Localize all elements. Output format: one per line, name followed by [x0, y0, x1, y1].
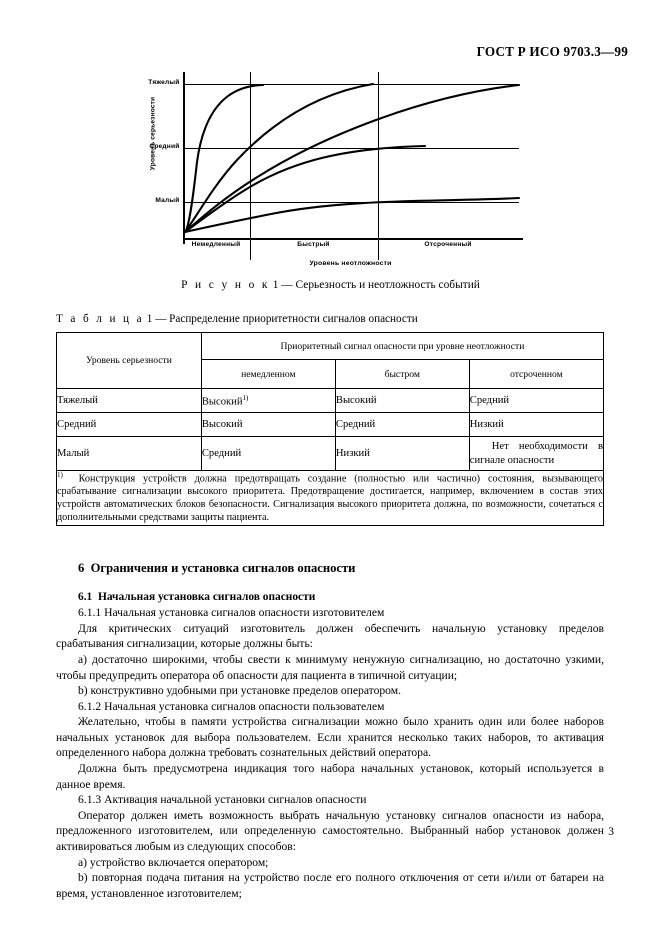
clause-6-1-3-heading: 6.1.3 Активация начальной установки сигналов опасности	[78, 793, 367, 807]
cell-delayed-2: Низкий	[469, 413, 603, 437]
figure-caption-text: Серьезность и неотложность событий	[295, 279, 480, 291]
cell-prompt-1: Высокий	[335, 389, 469, 413]
table-header-severity: Уровень серьезности	[57, 333, 202, 389]
clause-6-1-2-body-2: Должна быть предусмотрена индикация того набора начальных установок, который используется в данное время.	[56, 762, 604, 791]
table-title-text: Распределение приоритетности сигналов опасности	[169, 313, 418, 325]
curve-2	[185, 84, 373, 232]
table-subheader-prompt: быстром	[335, 360, 469, 389]
cell-immediate-2: Высокий	[201, 413, 335, 437]
subsection-title: Начальная установка сигналов опасности	[97, 590, 316, 603]
cell-delayed-3-text: Нет необходимости в сигнале опасности	[469, 441, 603, 466]
zone-label-immediate: Немедленный	[191, 241, 241, 248]
clause-6-1-3-item-a: a) устройство включается оператором;	[78, 855, 269, 869]
cell-severity-1: Тяжелый	[57, 389, 202, 413]
chart-curves	[183, 78, 519, 244]
chart-severity-urgency	[131, 78, 531, 274]
cell-prompt-3: Низкий	[335, 437, 469, 471]
standard-designation: ГОСТ Р ИСО 9703.3—99	[476, 44, 628, 59]
curve-3	[185, 85, 519, 232]
table-title	[56, 313, 418, 325]
clause-6-1-2-body-1: Желательно, чтобы в памяти устройства сигнализации можно было хранить один или более наборов начальных установок для выбора пользователем. Если хранится несколько таких наборов, то активация определенного набора должна требовать сознательных действий оператора.	[56, 715, 604, 760]
clause-6-1-3-body: Оператор должен иметь возможность выбрать начальную установку сигналов опасности из набора, предложенного изготовителем, или определенную самостоятельно. Выбранный набор установок должен активироваться любым из следующих способов:	[56, 808, 604, 853]
ytick-label-low: Малый	[155, 197, 180, 204]
cell-severity-2: Средний	[57, 413, 202, 437]
table-subheader-immediate: немедленном	[201, 360, 335, 389]
clause-6-1-1-body: Для критических ситуаций изготовитель должен обеспечить начальную установку пределов срабатывания сигнализации, которые должны быть:	[56, 621, 604, 651]
document-body	[56, 560, 604, 901]
table-footnote-row	[57, 471, 604, 526]
clause-6-1-2-heading: 6.1.2 Начальная установка сигналов опасности пользователем	[78, 699, 385, 713]
section-heading	[56, 560, 604, 577]
curve-1	[185, 85, 263, 232]
figure-caption	[0, 279, 661, 291]
clause-6-1-1-item-b: b) конструктивно удобными при установке пределов оператором.	[78, 684, 401, 698]
chart-y-axis-title: Уровень серьезности	[149, 96, 156, 171]
table-header-row-1	[57, 333, 604, 360]
ytick-label-severe: Тяжелый	[148, 79, 180, 86]
figure-caption-dash: —	[281, 279, 293, 291]
cell-delayed-3	[469, 437, 603, 471]
footnote-text: Конструкция устройств должна предотвращать создание (полностью или частично) состояния, вызывающего срабатывание сигнализации высокого приоритета. Предотвращение достигается, например, включением в состав этих устройств автоматических блоков безопасности. Сигнализация высокого приоритета должна, по возможности, сочетаться с дополнительными средствами защиты пациента.	[57, 473, 603, 523]
table-row	[57, 437, 604, 471]
curve-4	[185, 146, 425, 232]
cell-delayed-1: Средний	[469, 389, 603, 413]
cell-immediate-3: Средний	[201, 437, 335, 471]
table-footnote	[57, 471, 604, 526]
chart-zone-band	[183, 238, 519, 256]
cell-immediate-1	[201, 389, 335, 413]
clause-6-1-1-item-a: a) достаточно широкими, чтобы свести к минимуму ненужную сигнализацию, но достаточно узкими, чтобы предупредить оператора об опасности для пациента в типичной ситуации;	[56, 653, 604, 682]
subsection-heading	[56, 590, 604, 605]
table-title-number: 1	[146, 313, 153, 325]
section-title: Ограничения и установка сигналов опасности	[90, 561, 356, 575]
figure-1	[0, 78, 661, 291]
footnote-marker: 1)	[57, 471, 63, 479]
cell-severity-3: Малый	[57, 437, 202, 471]
table-title-dash: —	[155, 313, 167, 325]
subsection-number: 6.1	[78, 590, 93, 603]
figure-caption-number: 1	[272, 279, 279, 291]
cell-prompt-2: Средний	[335, 413, 469, 437]
section-number: 6	[78, 561, 85, 575]
ytick-label-medium: Средний	[149, 143, 180, 150]
clause-6-1-1-heading: 6.1.1 Начальная установка сигналов опасности изготовителем	[78, 606, 385, 620]
chart-x-axis-title: Уровень неотложности	[309, 260, 392, 267]
figure-caption-prefix: Р и с у н о к	[181, 279, 270, 291]
footnote-ref-marker: 1)	[242, 393, 249, 402]
table-header-group: Приоритетный сигнал опасности при уровне неотложности	[201, 333, 603, 360]
priority-table	[56, 332, 604, 526]
cell-immediate-1-text: Высокий	[201, 396, 243, 408]
zone-label-delayed: Отсроченный	[424, 241, 472, 248]
table-subheader-delayed: отсроченном	[469, 360, 603, 389]
table-row	[57, 413, 604, 437]
curve-5	[185, 198, 519, 232]
table-row	[57, 389, 604, 413]
page-number: 3	[608, 826, 614, 838]
table-title-prefix: Т а б л и ц а	[56, 313, 144, 325]
zone-label-prompt: Быстрый	[297, 241, 330, 248]
clause-6-1-3-item-b: b) повторная подача питания на устройство после его полного отключения от сети и/или от батареи на время, установленное изготовителем;	[56, 871, 604, 900]
